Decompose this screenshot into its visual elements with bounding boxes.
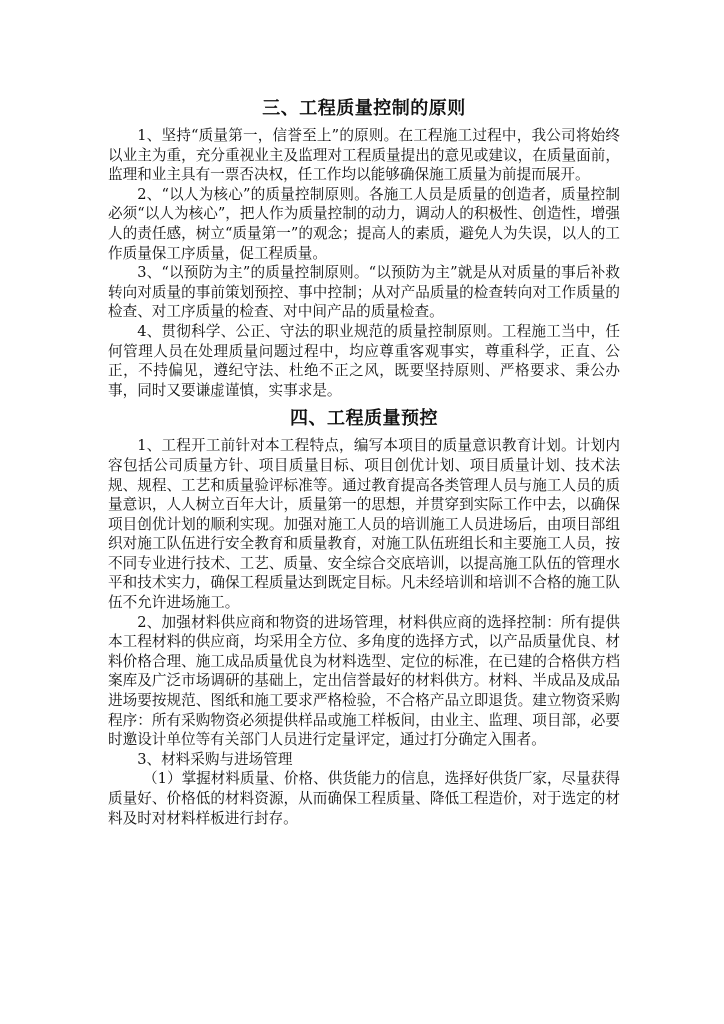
section4-subparagraph-1: （1）掌握材料质量、价格、供货能力的信息，选择好供货厂家，尽量获得质量好、价格低的材料资源，从而确保工程质量、降低工程造价，对于选定的材料及时对材料样板进行封存。 — [108, 770, 620, 827]
section4-paragraph-3: 3、材料采购与进场管理 — [137, 750, 293, 768]
section4-paragraph-1: 1、工程开工前针对本工程特点，编写本项目的质量意识教育计划。计划内容包括公司质量方针、项目质量目标、项目创优计划、项目质量计划、技术法规、规程、工艺和质量验评标准等。通过教育提高各类管理人员与施工人员的质量意识，人人树立百年大计，质量第一的思想，并贯穿到实际工作中去，以确保项目创优计划的顺利实现。加强对施工人员的培训施工人员进场后，由项目部组织对施工队伍进行安全教育和质量教育，对施工队伍班组长和主要施工人员，按不同专业进行技术、工艺、质量、安全综合交底培训，以提高施工队伍的管理水平和技术实力，确保工程质量达到既定目标。凡未经培训和培训不合格的施工队伍不允许进场施工。 — [108, 437, 620, 612]
section4-heading: 四、工程质量预控 — [290, 408, 438, 430]
document-page — [108, 96, 620, 828]
section3-heading: 三、工程质量控制的原则 — [262, 98, 466, 119]
section3-paragraph-2: 2、“以人为核心”的质量控制原则。各施工人员是质量的创造者，质量控制必须“以人为核心”，把人作为质量控制的动力，调动人的积极性、创造性，增强人的责任感，树立“质量第一”的观念；提高人的素质，避免人为失误，以人的工作质量保工序质量，促工程质量。 — [108, 185, 620, 262]
section4-paragraph-2: 2、加强材料供应商和物资的进场管理，材料供应商的选择控制：所有提供本工程材料的供应商，均采用全方位、多角度的选择方式，以产品质量优良、材料价格合理、施工成品质量优良为材料选型、定位的标准，在已建的合格供方档案库及广泛市场调研的基础上，定出信誉最好的材料供方。材料、半成品及成品进场要按规范、图纸和施工要求严格检验，不合格产品立即退货。建立物资采购程序：所有采购物资必须提供样品或施工样板间，由业主、监理、项目部，必要时邀设计单位等有关部门人员进行定量评定，通过打分确定入围者。 — [108, 613, 620, 749]
section3-paragraph-1: 1、坚持“质量第一，信誉至上”的原则。在工程施工过程中，我公司将始终以业主为重，充分重视业主及监理对工程质量提出的意见或建议，在质量面前，监理和业主具有一票否决权，任工作均以能够确保施工质量为前提而展开。 — [108, 127, 620, 184]
section3-paragraph-4: 4、贯彻科学、公正、守法的职业规范的质量控制原则。工程施工当中，任何管理人员在处理质量问题过程中，均应尊重客观事实，尊重科学，正直、公正，不持偏见，遵纪守法、杜绝不正之风，既要坚持原则、严格要求、秉公办事，同时又要谦虚谨慎，实事求是。 — [108, 322, 620, 399]
section3-paragraph-3: 3、“以预防为主”的质量控制原则。“以预防为主”就是从对质量的事后补救转向对质量的事前策划预控、事中控制；从对产品质量的检查转向对工作质量的检查、对工序质量的检查、对中间产品的质量检查。 — [108, 264, 620, 321]
